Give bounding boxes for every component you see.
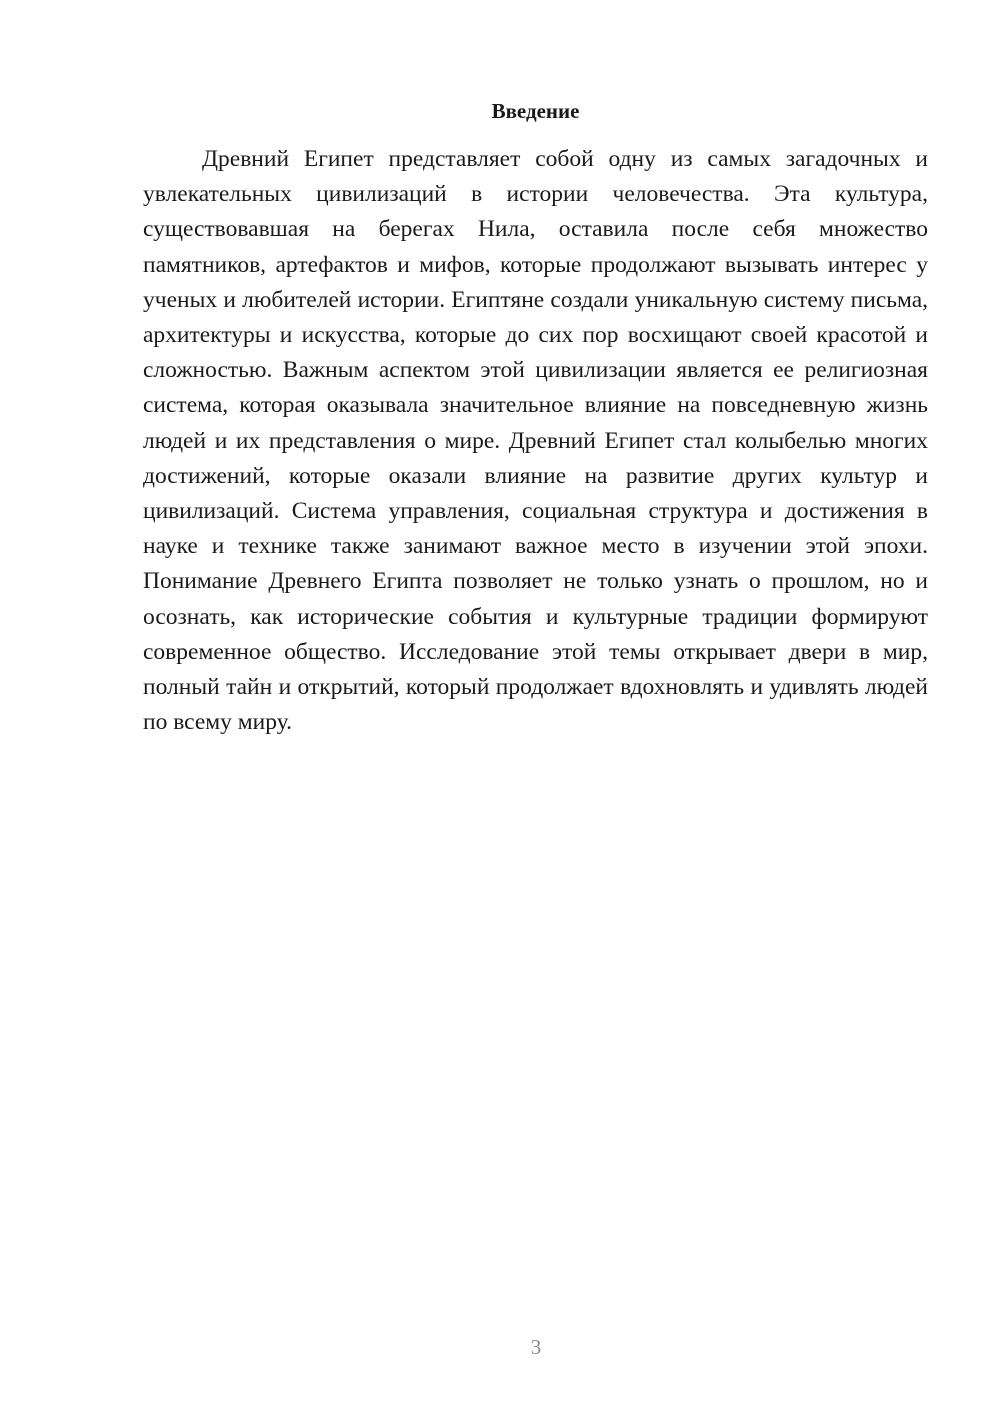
body-paragraph: Древний Египет представляет собой одну из самых загадочных и увлекательных цивилизаций в истории человечества. Эта культура, существовавшая на берегах Нила, оставила после себя множество памятников, артефактов и мифов, которые продолжают вызывать интерес у ученых и любителей истории. Египтяне создали уникальную систему письма, архитектуры и искусства, которые до сих пор восхищают своей красотой и сложностью. Важным аспектом этой цивилизации является ее религиозная система, которая оказывала значительное влияние на повседневную жизнь людей и их представления о мире. Древний Египет стал колыбелью многих достижений, которые оказали влияние на развитие других культур и цивилизаций. Система управления, социальная структура и достижения в науке и технике также занимают важное место в изучении этой эпохи. Понимание Древнего Египта позволяет не только узнать о прошлом, но и осознать, как исторические события и культурные традиции формируют современное общество. Исследование этой темы открывает двери в мир, полный тайн и открытий, который продолжает вдохновлять и удивлять людей по всему миру.: [143, 146, 928, 736]
page-number: 3: [530, 1335, 542, 1359]
section-heading: Введение: [491, 99, 580, 123]
